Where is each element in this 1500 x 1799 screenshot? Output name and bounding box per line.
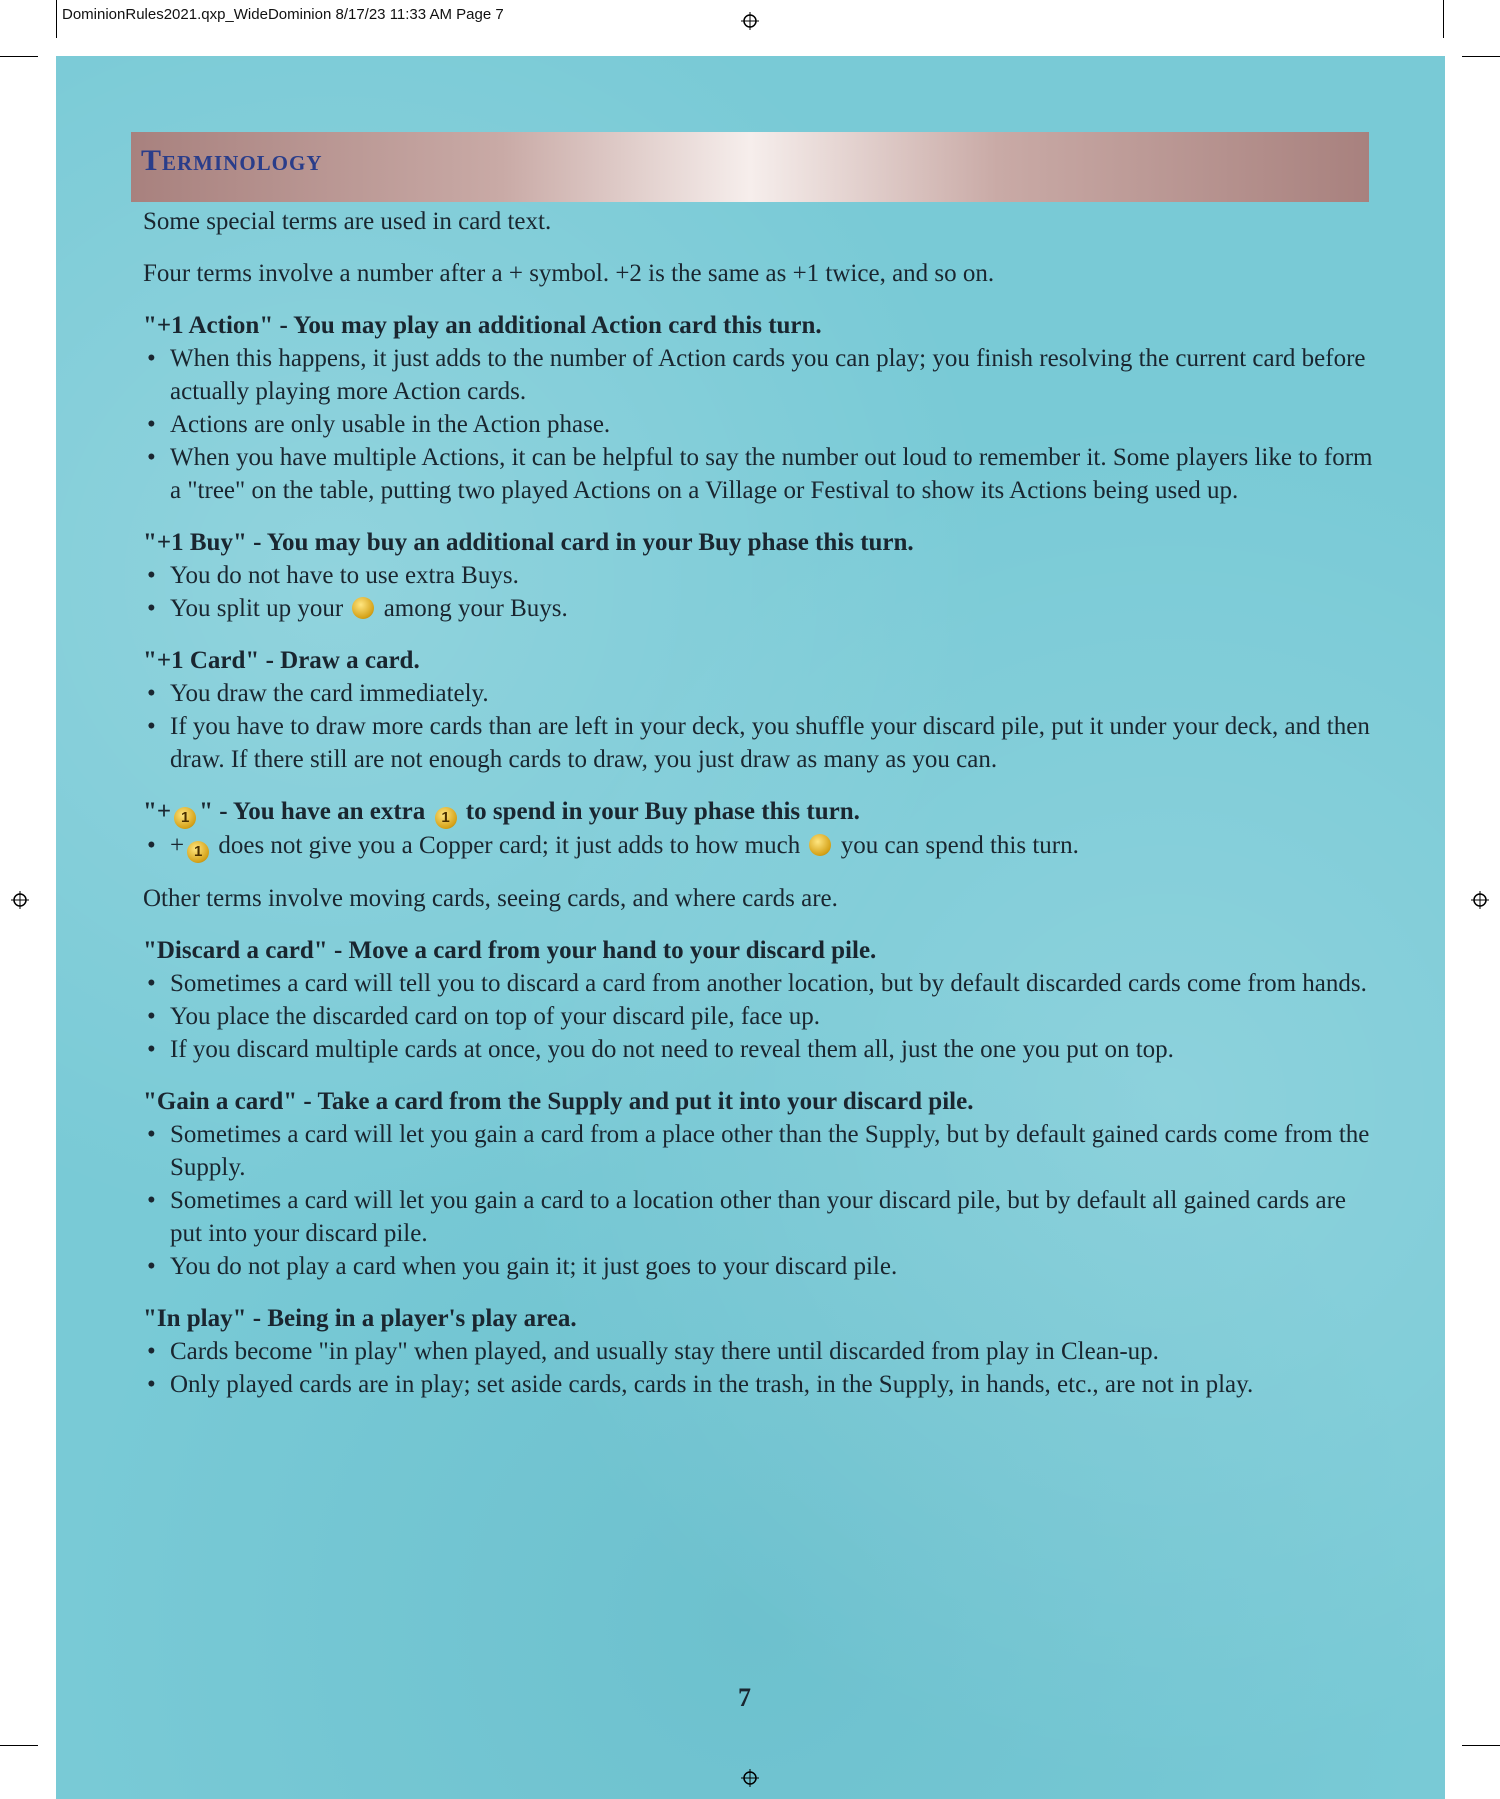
term-definition: Take a card from the Supply and put it into your discard pile.	[317, 1088, 974, 1115]
term-entry-in-play	[143, 1302, 1373, 1401]
term-bullets	[143, 1118, 1373, 1283]
term-definition: You may buy an additional card in your Buy phase this turn.	[266, 529, 914, 556]
bullet-item: • + 1 does not give you a Copper card; it just adds to how much you can spend this turn.	[143, 829, 1373, 863]
crop-mark	[1462, 56, 1500, 57]
registration-mark-icon	[741, 1769, 759, 1787]
term-heading: "In play" - Being in a player's play area.	[143, 1305, 577, 1332]
term-entry-coin	[143, 795, 1373, 863]
bullet-item: • Only played cards are in play; set aside cards, cards in the trash, in the Supply, in hands, etc., are not in play.	[143, 1368, 1373, 1401]
term-heading: "+1 Action" - You may play an additional Action card this turn.	[143, 312, 822, 339]
registration-mark-icon	[1471, 891, 1489, 909]
term-heading: "+1 Card" - Draw a card.	[143, 647, 420, 674]
term-bullets	[143, 829, 1373, 863]
print-slug: DominionRules2021.qxp_WideDominion 8/17/23 11:33 AM Page 7	[62, 6, 504, 23]
term-heading: "Gain a card" - Take a card from the Supply and put it into your discard pile.	[143, 1088, 974, 1115]
term-definition: Move a card from your hand to your discard pile.	[348, 937, 877, 964]
page-number: 7	[738, 1683, 751, 1712]
term-definition: You may play an additional Action card this turn.	[293, 312, 822, 339]
term-name: "+1 Card"	[143, 647, 260, 674]
term-name: "+1 Action"	[143, 312, 274, 339]
bullet-item: • When this happens, it just adds to the number of Action cards you can play; you finish resolving the current card before actually playing more Action cards.	[143, 342, 1373, 408]
bullet-item: • You split up your among your Buys.	[143, 592, 1373, 625]
bullet-item: • Sometimes a card will let you gain a card to a location other than your discard pile, but by default all gained cards are put into your discard pile.	[143, 1184, 1373, 1250]
coin-icon: 1	[435, 807, 457, 829]
crop-mark	[0, 1745, 38, 1746]
term-entry-gain	[143, 1085, 1373, 1283]
registration-mark-icon	[11, 891, 29, 909]
bullet-item: • Cards become "in play" when played, and usually stay there until discarded from play in Clean-up.	[143, 1335, 1373, 1368]
crop-mark	[0, 56, 38, 57]
bullet-item: • Sometimes a card will let you gain a card from a place other than the Supply, but by default gained cards come from the Supply.	[143, 1118, 1373, 1184]
bullet-item: • If you have to draw more cards than are left in your deck, you shuffle your discard pile, put it under your deck, and then draw. If there still are not enough cards to draw, you just draw as many as you can.	[143, 710, 1373, 776]
coin-icon: 1	[187, 841, 209, 863]
coin-icon	[352, 597, 374, 619]
term-name: "In play"	[143, 1305, 247, 1332]
crop-mark	[1462, 1745, 1500, 1746]
term-entry-card	[143, 644, 1373, 776]
intro-paragraph: Four terms involve a number after a + symbol. +2 is the same as +1 twice, and so on.	[143, 260, 995, 287]
terminology-content	[143, 205, 1373, 1420]
registration-mark-icon	[741, 12, 759, 30]
bullet-item: • Actions are only usable in the Action phase.	[143, 408, 1373, 441]
term-entry-buy	[143, 526, 1373, 625]
term-bullets	[143, 559, 1373, 625]
bullet-item: • When you have multiple Actions, it can be helpful to say the number out loud to remember it. Some players like to form a "tree" on the table, putting two played Actions on a Village or Festival to show its Actions being used up.	[143, 441, 1373, 507]
coin-icon	[809, 834, 831, 856]
crop-mark	[1443, 0, 1444, 38]
coin-icon: 1	[174, 807, 196, 829]
term-bullets	[143, 677, 1373, 776]
term-bullets	[143, 342, 1373, 507]
term-entry-action	[143, 309, 1373, 507]
term-definition: Draw a card.	[280, 647, 420, 674]
term-heading: "+1 Buy" - You may buy an additional card in your Buy phase this turn.	[143, 529, 914, 556]
term-heading: "Discard a card" - Move a card from your hand to your discard pile.	[143, 937, 877, 964]
bullet-item: • You draw the card immediately.	[143, 677, 1373, 710]
intro-paragraph: Some special terms are used in card text.	[143, 208, 552, 235]
bullet-item: • Sometimes a card will tell you to discard a card from another location, but by default discarded cards come from hands.	[143, 967, 1373, 1000]
bullet-item: • You do not have to use extra Buys.	[143, 559, 1373, 592]
term-name: "Gain a card"	[143, 1088, 298, 1115]
bullet-item: • You do not play a card when you gain it; it just goes to your discard pile.	[143, 1250, 1373, 1283]
crop-mark	[56, 0, 57, 38]
term-heading: "+ 1 " - You have an extra 1 to spend in your Buy phase this turn.	[143, 795, 1373, 829]
section-title: Terminology	[141, 144, 323, 177]
term-name: "Discard a card"	[143, 937, 328, 964]
bullet-item: • If you discard multiple cards at once, you do not need to reveal them all, just the one you put on top.	[143, 1033, 1373, 1066]
term-definition: Being in a player's play area.	[267, 1305, 577, 1332]
term-bullets	[143, 1335, 1373, 1401]
term-name: "+1 Buy"	[143, 529, 247, 556]
intro-paragraph: Other terms involve moving cards, seeing cards, and where cards are.	[143, 885, 838, 912]
bullet-item: • You place the discarded card on top of your discard pile, face up.	[143, 1000, 1373, 1033]
term-entry-discard	[143, 934, 1373, 1066]
term-bullets	[143, 967, 1373, 1066]
